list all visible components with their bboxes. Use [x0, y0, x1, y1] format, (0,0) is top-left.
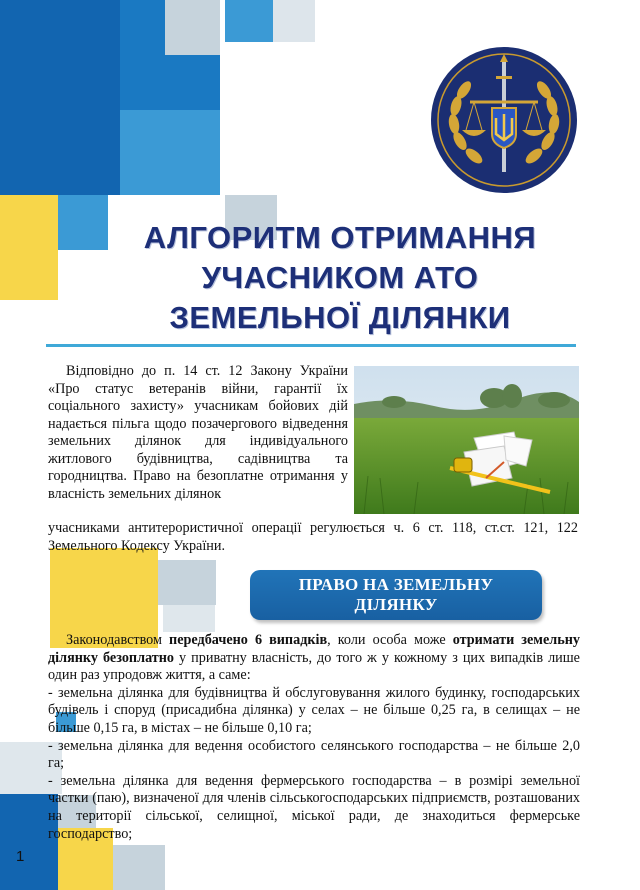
main-paragraph — [48, 632, 580, 685]
decor-square — [0, 0, 120, 195]
decor-square — [165, 0, 220, 55]
list-item: - земельна ділянка для ведення особистого селянського господарства – не більше 2,0 га; — [48, 737, 580, 772]
title-line: УЧАСНИКОМ АТО — [201, 260, 479, 295]
page-title — [60, 218, 620, 338]
title-divider — [46, 344, 576, 347]
title-line: АЛГОРИТМ ОТРИМАННЯ — [143, 220, 537, 255]
intro-text: Відповідно до п. 14 ст. 12 Закону України «Про статус ветеранів війни, гарантії їх соціального захисту» учасникам бойових дій надається пільга щодо позачергового відведення земельних ділянок для індивідуального житлового будівництва, садівництва та городництва. Право на безоплатне отримання у власність земельних ділянок — [48, 363, 348, 502]
section-banner — [250, 570, 542, 620]
list-item: - земельна ділянка для будівництва й обслуговування жилого будинку, господарських будівель і споруд (присадибна ділянка) у селах – не більше 0,25 га, в селищах – не більше 0,15 га, в містах – не більше 0,10 га; — [48, 684, 580, 736]
intro-paragraph — [48, 363, 348, 503]
text-run: Законодавством — [66, 632, 170, 648]
text-run: у приватну власність, до того ж у кожному з цих випадків лише один раз упродовж життя, а саме: — [48, 649, 580, 684]
decor-square — [120, 110, 220, 195]
decor-square — [0, 195, 58, 300]
field-documents-photo — [354, 366, 579, 514]
decor-square — [158, 560, 216, 605]
text-run-bold: передбачено 6 випадків — [169, 632, 328, 648]
decor-square — [273, 0, 315, 42]
decor-square — [113, 845, 165, 890]
main-text — [48, 632, 580, 843]
decor-square — [225, 0, 273, 42]
text-run-bold: отримати земельну ділянку безоплатно — [48, 632, 580, 666]
list-item: - земельна ділянка для ведення фермерського господарства – в розмірі земельної частки (паю), визначеної для членів сільськогосподарських підприємств, розташованих на території сільської, селищної, міської ради, де знаходиться фермерське господарство; — [48, 772, 580, 842]
intro-paragraph-continued: учасниками антитерористичної операції регулюється ч. 6 ст. 118, ст.ст. 121, 122 Земельного Кодексу України. — [48, 520, 578, 554]
title-line: ЗЕМЕЛЬНОЇ ДІЛЯНКИ — [169, 300, 511, 335]
text-run: , коли особа може — [327, 632, 453, 648]
banner-label: ПРАВО НА ЗЕМЕЛЬНУ ДІЛЯНКУ — [298, 575, 494, 614]
page-number: 1 — [16, 848, 25, 865]
decor-square — [163, 605, 215, 632]
prosecutor-emblem-icon — [430, 46, 578, 194]
